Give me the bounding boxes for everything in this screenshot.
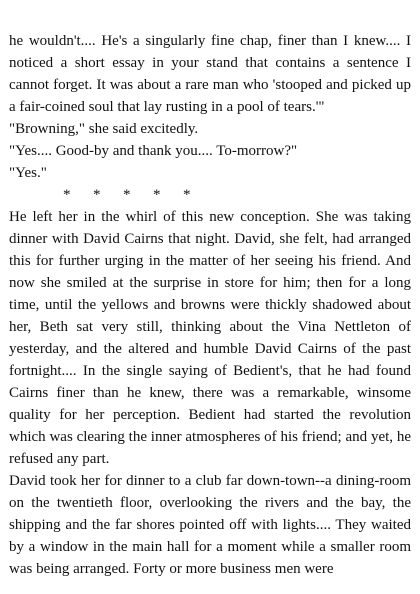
dialogue-goodby: "Yes.... Good-by and thank you.... To-morrow?": [9, 143, 298, 159]
section-break: * * * * *: [63, 187, 191, 203]
dialogue-yes: "Yes.": [9, 165, 47, 181]
dialogue-browning: "Browning," she said excitedly.: [9, 121, 199, 137]
paragraph-essay-quote: he wouldn't.... He's a singularly fine chap, finer than I knew.... I noticed a short essay in your stand that contains a sentence I cannot forget. It was about a rare man who 'stooped and picked up a fair-coined soul that lay rusting in a pool of tears.'": [9, 33, 411, 115]
paragraph-new-conception: He left her in the whirl of this new conception. She was taking dinner with David Cairns that night. David, she felt, had arranged this for further urging in the matter of her seeing his friend. And now she smiled at the surprise in store for him; then for a long time, until the yellows and browns were thickly shadowed about her, Beth sat very still, thinking about the Vina Nettleton of yesterday, and the altered and humble David Cairns of the past fortnight.... In the single saying of Bedient's, that he had found Cairns finer than he knew, there was a remarkable, winsome quality for her perception. Bedient had started the revolution which was clearing the inner atmospheres of his friend; and yet, he refused any part.: [9, 209, 411, 467]
paragraph-dinner-club: David took her for dinner to a club far down-town--a dining-room on the twentieth floor, overlooking the rivers and the bay, the shipping and the far shores pointed off with lights.... They waited by a window in the main hall for a moment while a smaller room was being arranged. Forty or more business men were: [9, 473, 411, 577]
